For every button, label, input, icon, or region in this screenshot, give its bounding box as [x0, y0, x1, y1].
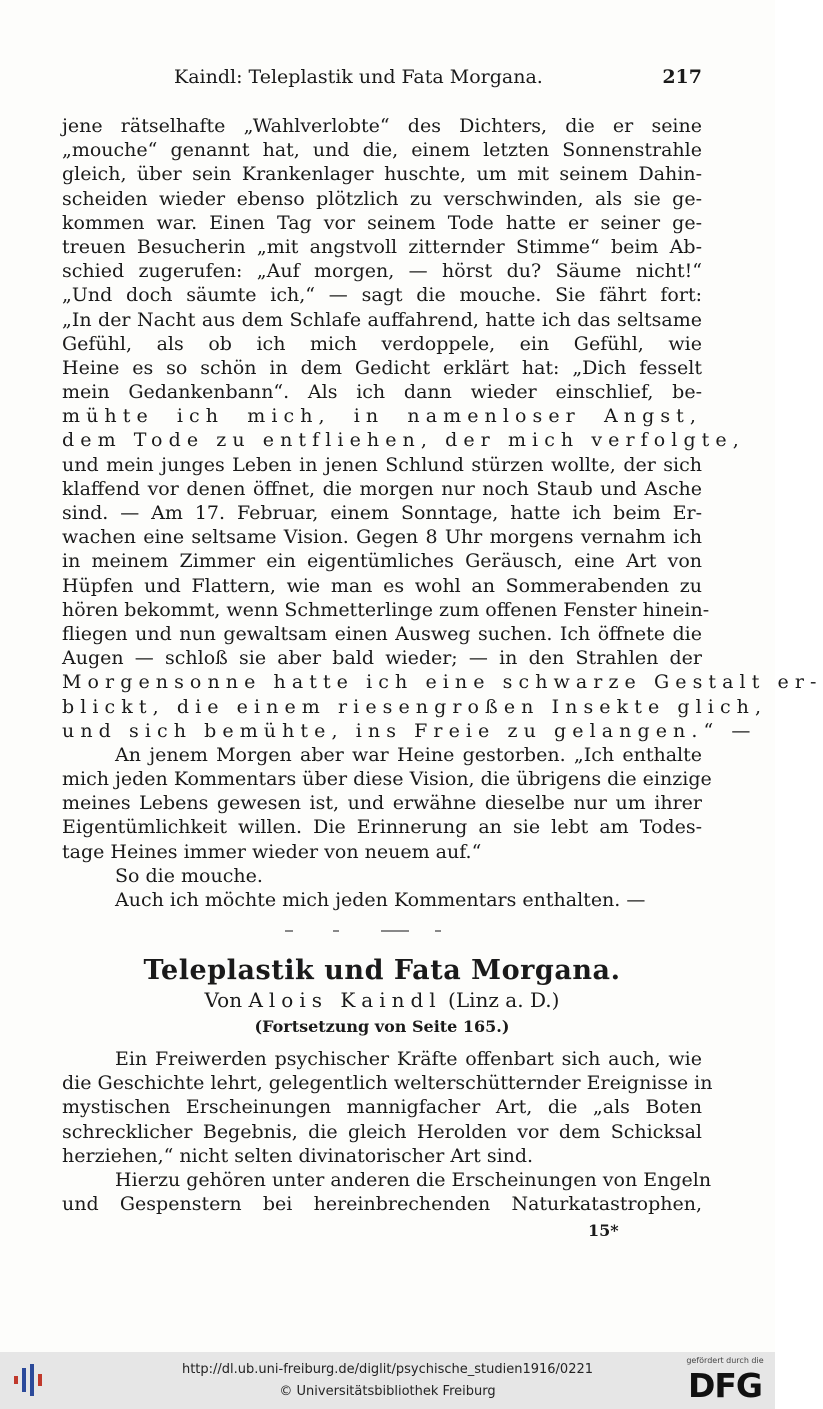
text-line: „mouche“ genannt hat, und die, einem letzten Sonnenstrahle — [62, 139, 702, 162]
text-line: Augen — schloß sie aber bald wieder; — in den Strahlen der — [62, 647, 702, 670]
text-line: scheiden wieder ebenso plötzlich zu verschwinden, als sie ge- — [62, 187, 702, 210]
byline-location: (Linz a. D.) — [448, 988, 560, 1012]
text-line: Heine es so schön in dem Gedicht erklärt hat: „Dich fesselt — [62, 356, 702, 379]
text-line: Eigentümlichkeit willen. Die Erinnerung an sie lebt am Todes- — [62, 816, 702, 839]
text-line: „Und doch säumte ich,“ — sagt die mouche. Sie fährt fort: — [62, 284, 702, 307]
continuation-note: (Fortsetzung von Seite 165.) — [254, 1017, 510, 1036]
text-line: in meinem Zimmer ein eigentümliches Geräusch, eine Art von — [62, 550, 702, 573]
text-line: So die mouche. — [115, 864, 263, 887]
text-line: mich jeden Kommentars über diese Vision, die übrigens die einzige — [62, 768, 712, 791]
article-title: Teleplastik und Fata Morgana. — [143, 955, 621, 986]
text-line: und sich bemühte, ins Freie zu gelangen.“ — — [62, 719, 757, 742]
body-text — [62, 114, 823, 912]
running-head: Kaindl: Teleplastik und Fata Morgana. — [174, 66, 543, 88]
text-line: hören bekommt, wenn Schmetterlinge zum offenen Fenster hinein- — [62, 598, 710, 621]
text-line: Morgensonne hatte ich eine schwarze Gestalt er- — [62, 671, 823, 694]
text-line: mühte ich mich, in namenloser Angst, — [62, 405, 702, 428]
text-line: und mein junges Leben in jenen Schlund stürzen wollte, der sich — [62, 453, 702, 476]
text-line: mein Gedankenbann“. Als ich dann wieder einschlief, be- — [62, 381, 702, 404]
text-line: jene rätselhafte „Wahlverlobte“ des Dichters, die er seine — [62, 115, 702, 137]
page-header — [62, 66, 702, 96]
text-line: Auch ich möchte mich jeden Kommentars enthalten. — — [115, 889, 646, 911]
text-line: Hüpfen und Flattern, wie man es wohl an Sommerabenden zu — [62, 574, 702, 597]
footer-bar — [0, 1352, 775, 1409]
author-name: Alois Kaindl — [248, 988, 442, 1012]
section-separator — [285, 930, 465, 934]
text-line: meines Lebens gewesen ist, und erwähne dieselbe nur um ihrer — [62, 792, 702, 815]
text-line: und Gespenstern bei hereinbrechenden Naturkatastrophen, — [62, 1193, 702, 1216]
funder-caption: gefördert durch die — [686, 1356, 764, 1365]
text-line: Ein Freiwerden psychischer Kräfte offenbart sich auch, wie — [115, 1048, 702, 1070]
byline — [62, 988, 702, 1012]
text-line: klaffend vor denen öffnet, die morgen nur noch Staub und Asche — [62, 477, 702, 500]
text-line: die Geschichte lehrt, gelegentlich welterschütternder Ereignisse in — [62, 1072, 713, 1095]
text-line: fliegen und nun gewaltsam einen Ausweg suchen. Ich öffnete die — [62, 622, 702, 645]
dfg-logo-text: DFG — [687, 1366, 763, 1405]
text-line: Hierzu gehören unter anderen die Erscheinungen von Engeln — [115, 1168, 712, 1191]
text-line: An jenem Morgen aber war Heine gestorben. „Ich enthalte — [115, 743, 702, 766]
dfg-logo — [685, 1356, 765, 1406]
page-number: 217 — [662, 66, 702, 88]
copyright-notice: © Universitätsbibliothek Freiburg — [279, 1384, 496, 1399]
text-line: schrecklicher Begebnis, die gleich Herolden vor dem Schicksal — [62, 1120, 702, 1143]
text-line: „In der Nacht aus dem Schlafe auffahrend, hatte ich das seltsame — [62, 308, 702, 331]
text-line: kommen war. Einen Tag vor seinem Tode hatte er seiner ge- — [62, 211, 702, 234]
text-line: herziehen,“ nicht selten divinatorischer Art sind. — [62, 1144, 534, 1167]
text-line: tage Heines immer wieder von neuem auf.“ — [62, 840, 482, 863]
text-line: Gefühl, als ob ich mich verdoppele, ein Gefühl, wie — [62, 332, 702, 355]
text-line: gleich, über sein Krankenlager huschte, um mit seinem Dahin- — [62, 163, 702, 186]
text-line: treuen Besucherin „mit angstvoll zitternder Stimme“ beim Ab- — [62, 235, 702, 258]
article-body — [62, 1047, 713, 1216]
text-line: sind. — Am 17. Februar, einem Sonntage, hatte ich beim Er- — [62, 502, 702, 524]
text-line: wachen eine seltsame Vision. Gegen 8 Uhr morgens vernahm ich — [62, 526, 702, 549]
text-line: mystischen Erscheinungen mannigfacher Art, die „als Boten — [62, 1096, 702, 1119]
text-line: dem Tode zu entfliehen, der mich verfolgte, — [62, 429, 745, 452]
text-line: schied zugerufen: „Auf morgen, — hörst du? Säume nicht!“ — [62, 260, 702, 283]
signature-mark: 15* — [588, 1221, 619, 1240]
text-line: blickt, die einem riesengroßen Insekte glich, — [62, 695, 768, 718]
source-url-link[interactable]: http://dl.ub.uni-freiburg.de/diglit/psychische_studien1916/0221 — [181, 1362, 594, 1377]
byline-prefix: Von — [204, 988, 243, 1012]
